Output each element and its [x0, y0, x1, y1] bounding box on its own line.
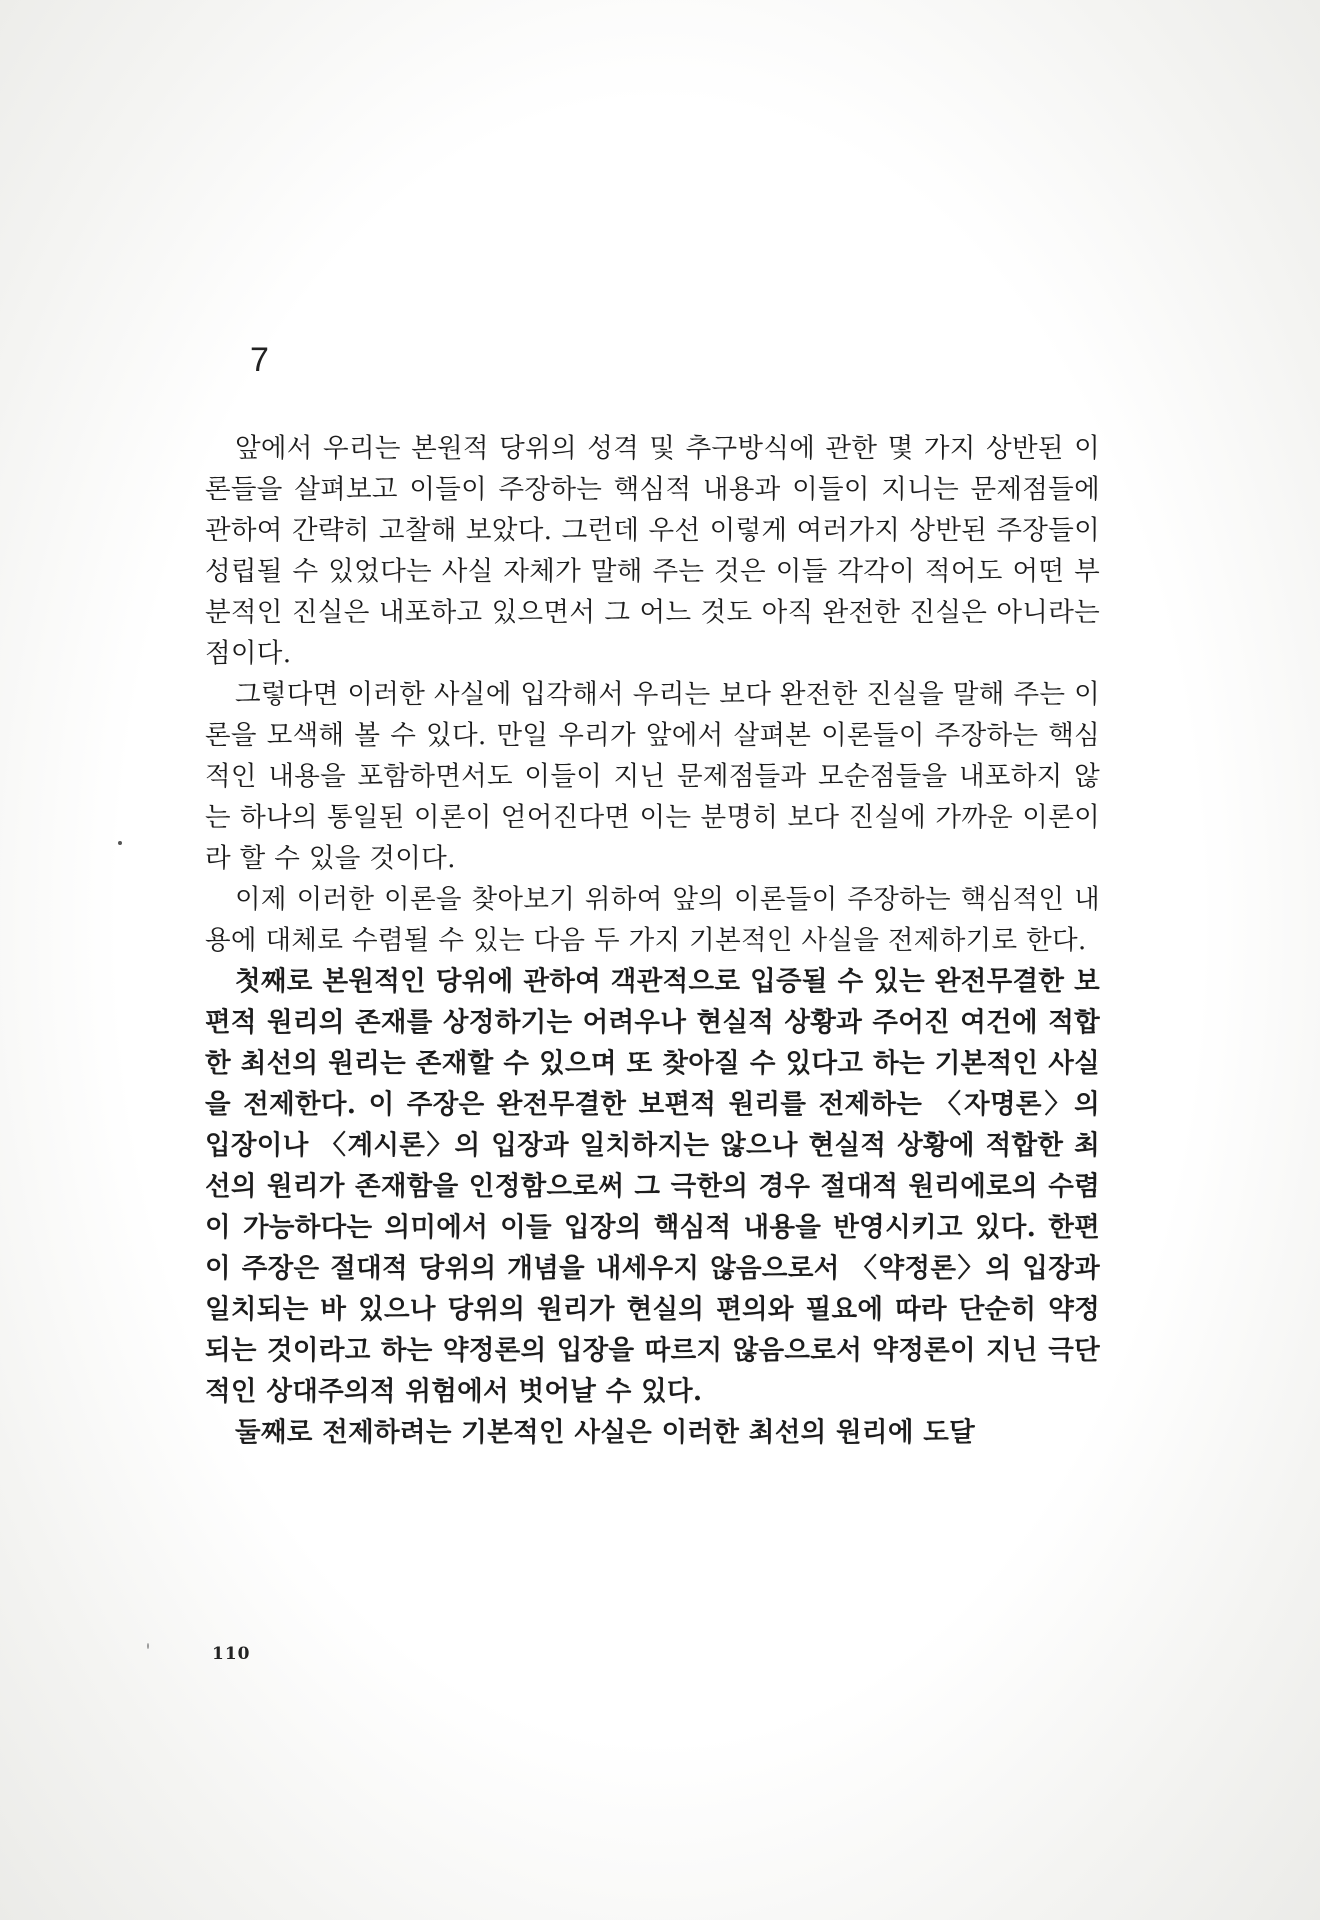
paragraph: 첫째로 본원적인 당위에 관하여 객관적으로 입증될 수 있는 완전무결한 보편적 원리의 존재를 상정하기는 어려우나 현실적 상황과 주어진 여건에 적합한 최선의 원리는 존재할 수 있으며 또 찾아질 수 있다고 하는 기본적인 사실을 전제한다. 이 주장은 완전무결한 보편적 원리를 전제하는 〈자명론〉의 입장이나 〈계시론〉의 입장과 일치하지는 않으나 현실적 상황에 적합한 최선의 원리가 존재함을 인정함으로써 그 극한의 경우 절대적 원리에로의 수렴이 가능하다는 의미에서 이들 입장의 핵심적 내용을 반영시키고 있다. 한편 이 주장은 절대적 당위의 개념을 내세우지 않음으로서 〈약정론〉의 입장과 일치되는 바 있으나 당위의 원리가 현실의 편의와 필요에 따라 단순히 약정되는 것이라고 하는 약정론의 입장을 따르지 않음으로서 약정론이 지닌 극단적인 상대주의적 위험에서 벗어날 수 있다. — [205, 966, 1100, 1407]
scan-speck — [118, 841, 122, 845]
paragraph: 앞에서 우리는 본원적 당위의 성격 및 추구방식에 관한 몇 가지 상반된 이론들을 살펴보고 이들이 주장하는 핵심적 내용과 이들이 지니는 문제점들에 관하여 간략히 고찰해 보았다. 그런데 우선 이렇게 여러가지 상반된 주장들이 성립될 수 있었다는 사실 자체가 말해 주는 것은 이들 각각이 적어도 어떤 부분적인 진실은 내포하고 있으면서 그 어느 것도 아직 완전한 진실은 아니라는 점이다. — [205, 433, 1100, 669]
chapter-number: 7 — [250, 341, 269, 379]
paragraph: 둘째로 전제하려는 기본적인 사실은 이러한 최선의 원리에 도달 — [235, 1417, 976, 1448]
paragraph: 이제 이러한 이론을 찾아보기 위하여 앞의 이론들이 주장하는 핵심적인 내용에 대체로 수렴될 수 있는 다음 두 가지 기본적인 사실을 전제하기로 한다. — [205, 884, 1100, 956]
body-text — [205, 428, 1100, 1453]
scan-speck — [147, 1643, 149, 1649]
page-number: 110 — [212, 1644, 251, 1664]
paragraph: 그렇다면 이러한 사실에 입각해서 우리는 보다 완전한 진실을 말해 주는 이론을 모색해 볼 수 있다. 만일 우리가 앞에서 살펴본 이론들이 주장하는 핵심적인 내용을 포함하면서도 이들이 지닌 문제점들과 모순점들을 내포하지 않는 하나의 통일된 이론이 얻어진다면 이는 분명히 보다 진실에 가까운 이론이라 할 수 있을 것이다. — [205, 679, 1100, 874]
